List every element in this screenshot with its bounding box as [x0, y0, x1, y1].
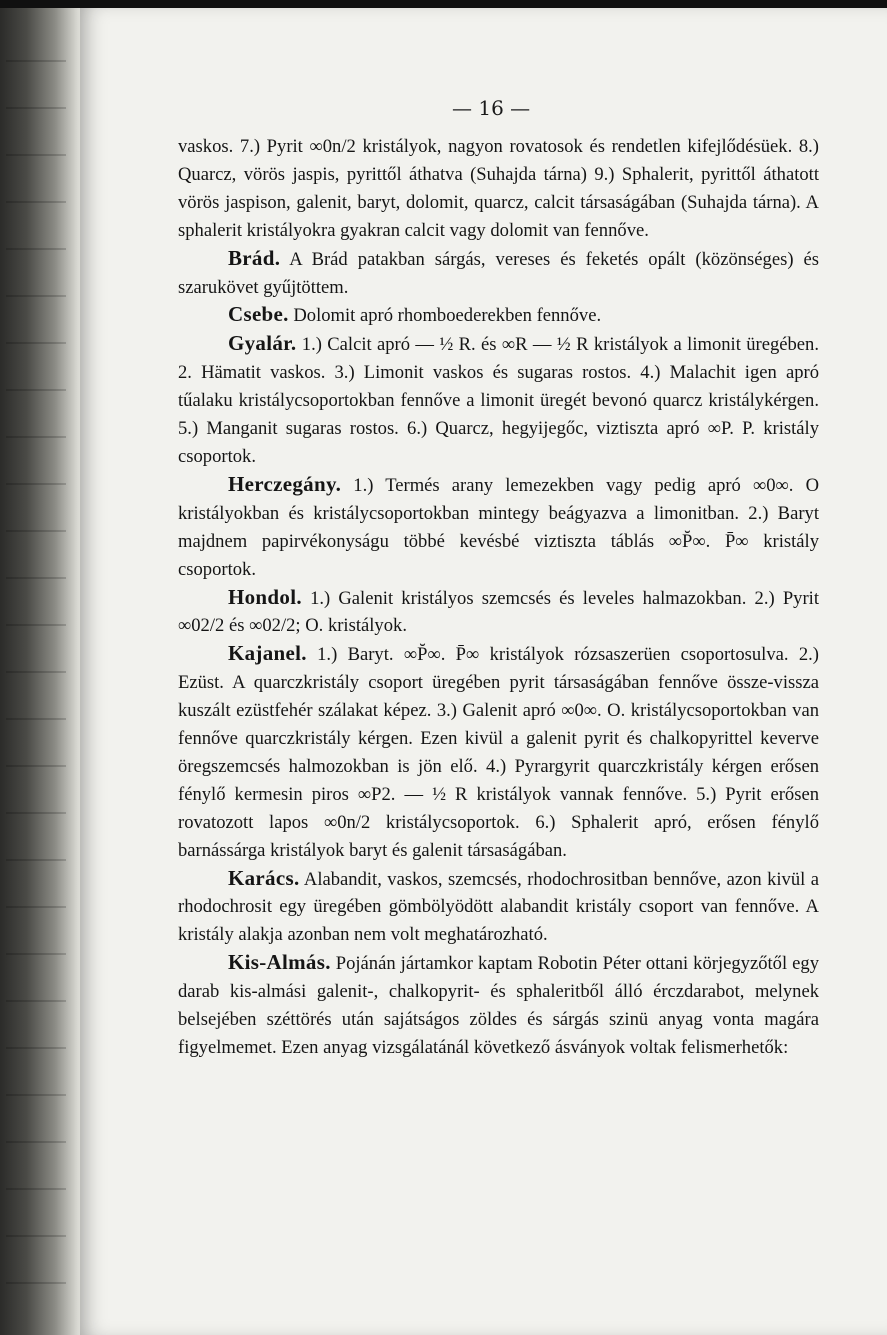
paragraph-text: Pojánán jártamkor kaptam Robotin Péter ottani körjegyzőtől egy darab kis-almási galenit-, chalkopyrit- és sphaleritből álló érczdarabot, melynek belsejében széttörés után sajátságos zöldes és sárgás szinü anyag vonta magára figyelmemet. Ezen anyag vizsgálatánál következő ásványok voltak felismerhetők:	[178, 953, 819, 1058]
binding-texture	[6, 38, 66, 1328]
paragraph-text: A Brád patakban sárgás, vereses és feketés opált (közönséges) és szarukövet gyűjtöttem.	[178, 248, 819, 298]
paragraph-brad	[178, 245, 819, 302]
paragraph-text: 1.) Galenit kristályos szemcsés és leveles halmazokban. 2.) Pyrit ∞02/2 és ∞02/2; O. kristályok.	[178, 587, 819, 637]
paragraph-text: vaskos. 7.) Pyrit ∞0n/2 kristályok, nagyon rovatosok és rendetlen kifejlődésüek. 8.) Quarcz, vörös jaspis, pyrittől áthatva (Suhajda tárna) 9.) Sphalerit, pyrittől áthatott vörös jaspison, galenit, baryt, dolomit, quarcz, calcit társaságában (Suhajda tárna). A sphalerit kristályokra gyakran calcit vagy dolomit van fennőve.	[178, 136, 819, 241]
paragraph-karacs	[178, 865, 819, 950]
paragraph-hondol	[178, 584, 819, 641]
page-body-text	[178, 133, 819, 1062]
paragraph-text: Alabandit, vaskos, szemcsés, rhodochrositban bennőve, azon kivül a rhodochrosit egy üregében gömbölyödött alabandit kristály csoport van fennőve. A kristály alakja azonban nem volt meghatározható.	[178, 868, 819, 946]
paragraph-kajanel	[178, 640, 819, 864]
place-heading-karacs: Karács.	[228, 865, 300, 890]
place-heading-brad: Brád.	[228, 245, 281, 270]
place-heading-kajanel: Kajanel.	[228, 641, 307, 666]
place-heading-csebe: Csebe.	[228, 302, 289, 327]
paragraph-herczegany	[178, 471, 819, 584]
place-heading-herczegany: Herczegány.	[228, 471, 342, 496]
place-heading-kis-almas: Kis-Almás.	[228, 950, 331, 975]
paragraph-text: 1.) Baryt. ∞P̆∞. P̄∞ kristályok rózsaszerüen csoportosulva. 2.) Ezüst. A quarczkristály csoport üregében pyrit társaságában fennőve össze-vissza kuszált ezüstfehér szálakat képez. 3.) Galenit apró ∞0∞. O. kristálycsoportokban van fennőve quarczkristály kérgen. Ezen kivül a galenit pyrit és chalkopyrittel keverve öregszemcsés halmozokban is jön elő. 4.) Pyrargyrit quarczkristály kérgen erősen fénylő kermesin piros ∞P2. — ½ R kristályok vannak fennőve. 5.) Pyrit erősen rovatozott lapos ∞0n/2 kristálycsoportok. 6.) Sphalerit apró, erősen fénylő barnássárga kristályok baryt és galenit társaságában.	[178, 644, 819, 861]
paragraph-csebe	[178, 301, 819, 330]
book-binding-edge	[0, 8, 88, 1335]
paragraph-text: 1.) Calcit apró — ½ R. és ∞R — ½ R kristályok a limonit üregében. 2. Hämatit vaskos. 3.) Limonit vaskos és sugaras rostos. 4.) Malachit igen apró tűalaku kristálycsoportokban fennőve a limonit üregét bevonó quarcz kristálykérgen. 5.) Manganit sugaras rostos. 6.) Quarcz, hegyijegőc, viztiszta apró ∞P. P. kristály csoportok.	[178, 334, 819, 467]
place-heading-gyalar: Gyalár.	[228, 331, 297, 356]
paragraph-text: 1.) Termés arany lemezekben vagy pedig apró ∞0∞. O kristályokban és kristálycsoportokban mintegy beágyazva a limonitban. 2.) Baryt majdnem papirvékonyságu többé kevésbé viztiszta táblás ∞P̆∞. P̄∞ kristály csoportok.	[178, 474, 819, 580]
paragraph-text: Dolomit apró rhomboederekben fennőve.	[288, 305, 602, 327]
scan-top-edge	[0, 0, 887, 8]
paragraph-gyalar	[178, 330, 819, 471]
page-number: — 16 —	[452, 96, 531, 120]
paragraph-continuation	[178, 133, 819, 245]
paragraph-kis-almas	[178, 949, 819, 1062]
place-heading-hondol: Hondol.	[228, 584, 302, 609]
